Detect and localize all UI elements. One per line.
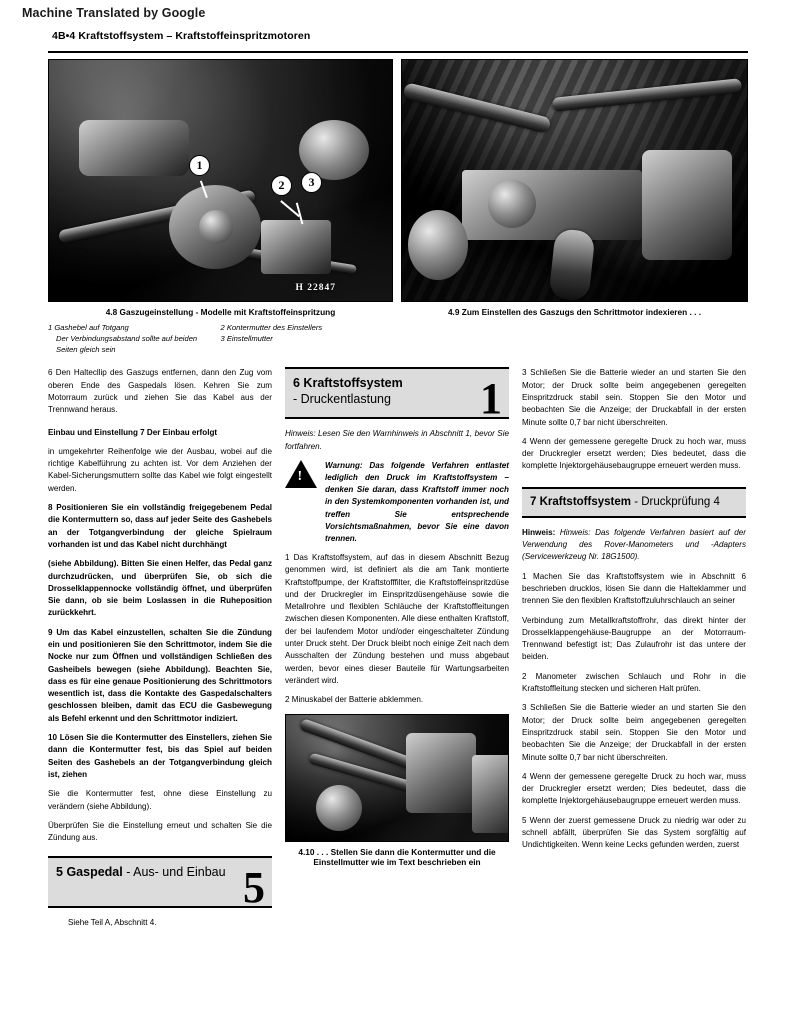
warning-triangle-icon: [285, 460, 317, 488]
figure-callout-1: 1: [189, 155, 210, 176]
figure-callout-3: 3: [301, 172, 322, 193]
stepper-motor: [488, 180, 536, 228]
section-5-number: 5: [56, 865, 63, 880]
section-7-hinweis: [522, 527, 746, 564]
section-6-header: [285, 367, 509, 424]
engine-part: [299, 120, 369, 180]
legend-item: 3 Einstellmutter: [220, 334, 273, 344]
locknut: [316, 785, 362, 831]
section-6-paragraph-4: 4 Wenn der gemessene geregelte Druck zu hoch war, muss der Druckregler ersetzt werden; Dies bedeutet, dass die komplette Injektorgehäusebaugruppe erneuert werden muss.: [522, 436, 746, 471]
paragraph-9b: 9 Um das Kabel einzustellen, schalten Sie die Zündung ein und positionieren Sie den Schrittmotor, indem Sie die Nocke nur zum Öffnen und vollständigen Schließen des Gasheibels bewegen (siehe Abbildung). Beachten Sie, dass es für eine genaue Positionierung des Schrittmotors wesentlich ist, dass die Kontakte des Gaspedalschalters geschlossen bleiben, damit das ECU die Gasbewegung als Befehl erkennt und den Schrittmotor indiziert.: [48, 627, 272, 723]
page-title: 4B•4 Kraftstoffsystem – Kraftstoffeinspritzmotoren: [52, 30, 311, 42]
heading-einbau-einstellung: Einbau und Einstellung 7 Der Einbau erfolgt: [48, 427, 218, 437]
section-7-title-bold: 7 Kraftstoffsystem: [530, 495, 631, 508]
hinweis-label: Hinweis:: [522, 527, 556, 537]
section-7-paragraph-1: 1 Machen Sie das Kraftstoffsystem wie in Abschnitt 6 beschrieben drucklos, lösen Sie dann die Halteklammer und trennen Sie den flexiblen Kraftstoffzuluhrschlauch an seiner: [522, 571, 746, 606]
section-6-paragraph-3: 3 Schließen Sie die Batterie wieder an und starten Sie den Motor; der Druck sollte beim angegebenen geregelten Einspritzdruck stabil sein. Stoppen Sie den Motor und beobachten Sie die Anzeige; der Druckabfall in der ersten Minute sollte 0,7 bar nicht überschreiten.: [522, 368, 746, 427]
legend-item: 2 Kontermutter des Einstellers: [220, 323, 323, 333]
section-7-paragraph-4: 4 Wenn der gemessene geregelte Druck zu hoch war, muss der Druckregler ersetzt werden; Dies bedeutet, dass die komplette Injektorgehäusebaugruppe erneuert werden muss.: [522, 771, 746, 806]
column-1: [48, 367, 272, 927]
engine-part: [408, 210, 468, 280]
engine-part: [79, 120, 189, 176]
section-6-title-thin: - Druckentlastung: [293, 391, 391, 406]
figure-4-8-photo: [48, 59, 393, 302]
section-7-paragraph-3: 3 Schließen Sie die Batterie wieder an und starten Sie den Motor; der Druck sollte beim angegebenen geregelten Einspritzdruck stabil sein. Stoppen Sie den Motor und beobachten Sie die Anzeige; der Druckabfall in der ersten Minute sollte 0,7 bar nicht überschreiten.: [522, 703, 746, 762]
paragraph-6: 6 Den Haltecllip des Gaszugs entfernen, dann den Zug vom oberen Ende des Gaspedals lösen. Kehren Sie zum Motorraum zurück und ziehen Sie das Kabel aus der Trennwand heraus.: [48, 368, 272, 415]
column-2: [285, 367, 509, 927]
section-6-paragraph-1: 1 Das Kraftstoffsystem, auf das in diesem Abschnitt Bezug genommen wird, ist definiert als die am Tank montierte Kraftstoffpumpe, der Kraftstofffilter, die Kraftstoffeinspritzdüse und der Druckregler im Einspritzdüsengehäuse sowie die Metallrohre und flexiblen Schläuche der Kraftstoffleitungen zwischen diesen Komponenten. Alle diese enthalten Kraftstoff, der bei laufendem Motor und/oder eingeschalteter Zündung unter Druck steht. Der Druck bleibt noch einige Zeit nach dem Ausschalten der Zündung bestehen und muss abgebaut werden, bevor eines dieser Bauteile für Wartungsarbeiten verändert wird.: [285, 552, 509, 685]
body-columns: [48, 367, 748, 927]
header-rule: [48, 51, 748, 53]
paragraph-7: in umgekehrter Reihenfolge wie der Ausbau, wobei auf die richtige Kabelführung zu achten ist. Vor dem Anziehen der Kabel-Sicherungsmuttern sollte das Kabel wie folgt eingestellt werden.: [48, 446, 272, 493]
section-6-title: [293, 376, 471, 407]
figure-4-8-caption: 4.8 Gaszugeinstellung - Modelle mit Kraftstoffeinspritzung: [105, 307, 336, 317]
pivot-boss: [199, 210, 233, 244]
manual-page: [48, 30, 748, 960]
figure-4-9-photo: [401, 59, 748, 302]
engine-part: [642, 150, 732, 260]
warning-block: [285, 460, 509, 545]
legend-item: 1 Gashebel auf Totgang: [48, 323, 129, 333]
section-5-big-number: 5: [243, 863, 265, 913]
section-7-title: [530, 495, 738, 509]
section-5-note: Siehe Teil A, Abschnitt 4.: [68, 918, 157, 928]
section-7-header: [522, 487, 746, 518]
section-6-paragraph-2: 2 Minuskabel der Batterie abklemmen.: [285, 695, 424, 705]
adjuster-nut: [406, 733, 476, 813]
section-6-big-number: 1: [480, 374, 502, 424]
legend-item: Der Verbindungsabstand sollte auf beiden Seiten gleich sein: [56, 334, 198, 355]
figure-4-8: [48, 59, 393, 355]
section-6-hinweis: Hinweis: Lesen Sie den Warnhinweis in Abschnitt 1, bevor Sie fortfahren.: [285, 429, 509, 451]
section-7-paragraph-1b: Verbindung zum Metallkraftstoffrohr, das direkt hinter der Drosselklappengehäuse-Baugruppe an der Motorraum-Trennwand befestigt ist; Das Zulaufrohr ist das untere der beiden.: [522, 615, 746, 662]
figure-4-10-photo: [285, 714, 509, 842]
paragraph-10a: 10 Lösen Sie die Kontermutter des Einstellers, ziehen Sie dann die Kontermutter fest, bis das Spiel auf beiden Seiten des Gashebels an der Totgangverbindung gleich ist, ziehen: [48, 733, 272, 779]
section-7-paragraph-2: 2 Manometer zwischen Schlauch und Rohr in die Kraftstoffleitung stecken und sicheren Halt prüfen.: [522, 671, 746, 694]
section-7-hinweis-text: Hinweis: Das folgende Verfahren basiert auf der Verwendung des Rover-Manometers und -Adapters (Servicewerkzeug Nr. 18G1500).: [522, 527, 747, 562]
figure-4-10-caption: 4.10 . . . Stellen Sie dann die Kontermutter und die Einstellmutter wie im Text beschrieben ein: [298, 846, 496, 868]
photo-reference-code: H 22847: [295, 283, 336, 293]
paragraph-9a: (siehe Abbildung). Bitten Sie einen Helfer, das Pedal ganz durchzudrücken, und überprüfen Sie, ob sich die Drosselklappennocke vollständig öffnet, und überprüfen Sie dann, ob sie beim Loslassen in die Ruheposition zurückkehrt.: [48, 559, 272, 618]
section-7-paragraph-5: 5 Wenn der zuerst gemessene Druck zu niedrig war oder zu schnell abfällt, überprüfen Sie das System sorgfältig auf Undichtigkeiten. Wenn keine Lecks gefunden werden, zuerst: [522, 815, 746, 850]
section-5-title-thin: - Aus- und Einbau: [122, 865, 226, 880]
machine-translation-banner: Machine Translated by Google: [22, 6, 206, 20]
bracket: [472, 755, 509, 833]
section-5-header: [48, 856, 272, 913]
figure-4-9: [401, 59, 748, 355]
section-7-title-thin: - Druckprüfung 4: [634, 495, 720, 508]
bracket: [261, 220, 331, 274]
figure-callout-2: 2: [271, 175, 292, 196]
column-3: [522, 367, 746, 927]
figure-row: [48, 59, 748, 355]
figure-4-9-caption: 4.9 Zum Einstellen des Gaszugs den Schrittmotor indexieren . . .: [447, 307, 702, 317]
paragraph-8: 8 Positionieren Sie ein vollständig freigegebenem Pedal die Kontermuttern so, dass auf jeder Seite des Gashebels an der Totgangverbindung der gleiche Spielraum vorhanden ist und das Kabel nicht durchhängt: [48, 503, 272, 549]
section-5-title: [56, 865, 234, 880]
warning-text: Warnung: Das folgende Verfahren entlastet lediglich den Druck im Kraftstoffsystem – denken Sie daran, dass Kraftstoff immer noch in den Systemkomponenten vorhanden ist, und treffen Sie entsprechende Vorsichtsmaßnahmen, bevor Sie eine davon trennen.: [325, 460, 509, 543]
paragraph-10c: Überprüfen Sie die Einstellung erneut und schalten Sie die Zündung aus.: [48, 820, 272, 843]
section-6-title-bold: 6 Kraftstoffsystem: [293, 376, 403, 391]
paragraph-10b: Sie die Kontermutter fest, ohne diese Einstellung zu verändern (siehe Abbildung).: [48, 789, 272, 811]
figure-4-8-legend: [48, 322, 393, 355]
section-5-title-bold: Gaspedal: [66, 865, 123, 880]
